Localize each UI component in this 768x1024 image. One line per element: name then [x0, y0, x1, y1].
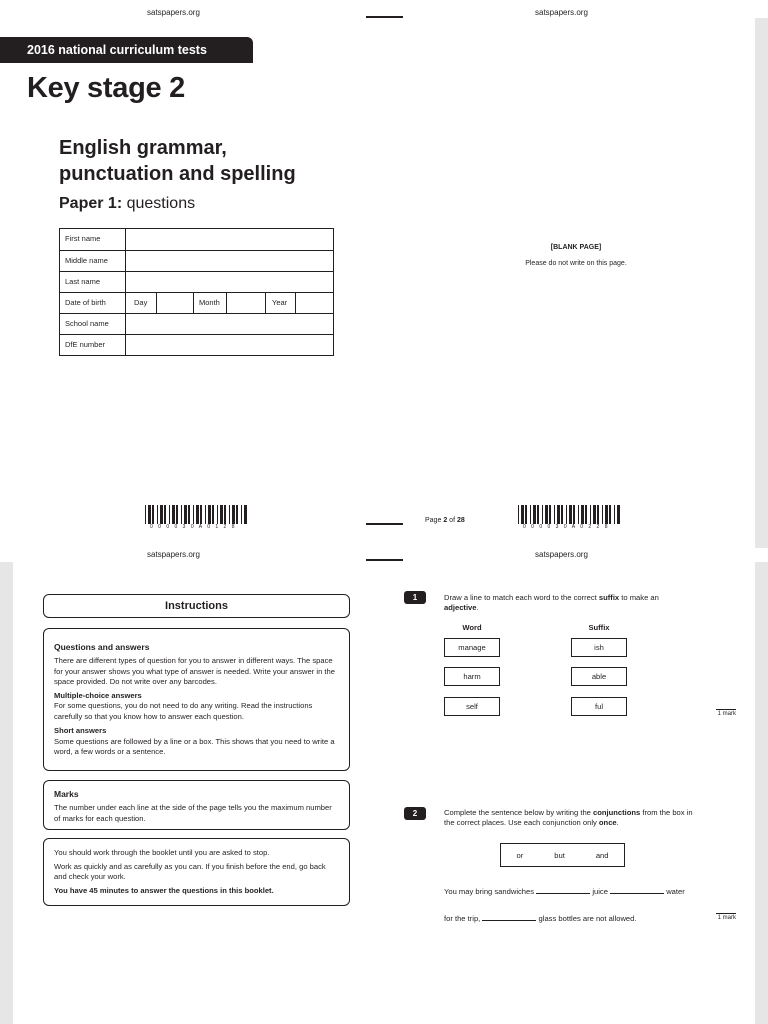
site-label-cover: satspapers.org	[147, 8, 200, 17]
conjunction-but: but	[554, 850, 565, 860]
instructions-header-box	[43, 594, 350, 618]
date-of-birth-row	[60, 292, 333, 313]
last-name-label: Last name	[65, 277, 101, 286]
pupil-details-form	[59, 228, 334, 356]
mc-text: For some questions, you do not need to do any writing. Read the instructions carefully so that you know how to answer each question.	[54, 701, 313, 721]
dfe-number-row	[60, 334, 333, 355]
sa-heading: Short answers	[54, 726, 107, 735]
barcode-blank	[518, 505, 623, 524]
marks-heading: Marks	[54, 789, 79, 799]
site-label-instructions: satspapers.org	[147, 550, 200, 559]
questions-answers-box	[43, 628, 350, 771]
q2-text-once: once	[598, 818, 617, 827]
page-prefix: Page	[425, 517, 442, 524]
page-total: 28	[456, 517, 465, 524]
work-text-1: You should work through the booklet until you are asked to stop.	[54, 848, 270, 857]
word-box-3[interactable]: self	[444, 697, 500, 716]
page-edge-right-bottom	[755, 562, 768, 1024]
sentence-line-2	[444, 913, 636, 923]
conjunction-and: and	[595, 850, 609, 860]
key-stage-title: Key stage 2	[27, 72, 185, 104]
instructions-title: Instructions	[165, 600, 228, 612]
q1-text-suffix: suffix	[598, 593, 620, 602]
work-instructions-box	[43, 838, 350, 906]
page-of: of	[449, 517, 456, 524]
question-2-text	[444, 808, 699, 828]
qa-heading: Questions and answers	[54, 642, 150, 652]
suffix-box-2[interactable]: able	[571, 667, 627, 686]
marks-text: The number under each line at the side of the page tells you the maximum number of marks for each question.	[54, 803, 332, 823]
month-divider-1	[226, 293, 227, 313]
question-1-number: 1	[404, 591, 426, 604]
banner-text: 2016 national curriculum tests	[27, 43, 207, 57]
sentence-line-1	[444, 886, 685, 896]
first-name-label: First name	[65, 234, 101, 243]
answer-gap-2[interactable]	[610, 886, 664, 894]
work-text-2: Work as quickly and as carefully as you can. If you finish before the end, go back and check your work.	[54, 861, 326, 881]
barcode-stripe	[247, 505, 248, 524]
year-label: Year	[272, 298, 288, 307]
q1-text-c: .	[476, 603, 479, 612]
question-1-text	[444, 593, 669, 613]
sentence-1b: juice	[592, 887, 608, 896]
work-text-3: You have 45 minutes to answer the questions in this booklet.	[54, 885, 274, 895]
date-of-birth-label: Date of birth	[65, 298, 106, 307]
q2-text-c: .	[616, 818, 619, 827]
subject-title	[59, 135, 296, 187]
blank-page-note: Please do not write on this page.	[525, 260, 627, 267]
sentence-2a: for the trip,	[444, 914, 481, 923]
q1-text-adjective: adjective	[444, 603, 477, 612]
page-number	[425, 517, 465, 524]
top-divider-mark	[366, 16, 403, 18]
q1-text-b: to make an	[619, 593, 659, 602]
paper-title	[59, 195, 195, 213]
sentence-1c: water	[666, 887, 685, 896]
subject-line-2: punctuation and spelling	[59, 163, 296, 185]
conjunction-or: or	[516, 850, 524, 860]
day-divider-1	[156, 293, 157, 313]
q1-mark: 1 mark	[717, 711, 736, 717]
word-box-1[interactable]: manage	[444, 638, 500, 657]
suffix-box-1[interactable]: ish	[571, 638, 627, 657]
qa-text: There are different types of question for you to answer in different ways. The space for your answer shows you what type of answer is needed. Write your answer in the space provided. Do not write over any barcodes.	[54, 656, 335, 686]
question-2-number: 2	[404, 807, 426, 820]
last-name-row	[60, 271, 333, 292]
answer-gap-1[interactable]	[536, 886, 590, 894]
page-edge-right-top	[755, 18, 768, 548]
page-edge-left-bottom	[0, 562, 13, 1024]
barcode-cover-number: 0 0 0 0 3 0 A 0 1 2 8	[150, 524, 237, 530]
q1-text-a: Draw a line to match each word to the correct	[444, 593, 599, 602]
blank-page-title: [BLANK PAGE]	[550, 244, 602, 251]
month-label: Month	[199, 298, 220, 307]
first-name-row	[60, 229, 333, 250]
marks-box	[43, 780, 350, 830]
middle-name-label: Middle name	[65, 256, 108, 265]
barcode-cover	[145, 505, 250, 524]
suffix-column-heading: Suffix	[588, 623, 610, 632]
sa-text: Some questions are followed by a line or a box. This shows that you need to write a word, a few words or a sentence.	[54, 736, 335, 756]
school-name-label: School name	[65, 319, 109, 328]
day-label: Day	[134, 298, 148, 307]
barcode-blank-number: 0 0 0 0 3 0 A 0 2 2 8	[523, 524, 610, 530]
page-divider-mark	[366, 523, 403, 525]
word-box-2[interactable]: harm	[444, 667, 500, 686]
dfe-number-label: DfE number	[65, 340, 106, 349]
q2-text-a: Complete the sentence below by writing the	[444, 808, 594, 817]
answer-gap-3[interactable]	[482, 913, 536, 921]
suffix-box-3[interactable]: ful	[571, 697, 627, 716]
sentence-1a: You may bring sandwiches	[444, 887, 535, 896]
bottom-divider-mark	[366, 559, 403, 561]
subject-line-1: English grammar,	[59, 137, 227, 159]
paper-label: Paper 1:	[59, 195, 123, 212]
word-column-heading: Word	[462, 623, 482, 632]
banner	[0, 37, 253, 63]
page-current: 2	[443, 517, 448, 524]
q2-text-b: from the box in the correct places. Use each conjunction only	[444, 808, 693, 827]
sentence-2b: glass bottles are not allowed.	[538, 914, 637, 923]
school-name-row	[60, 313, 333, 334]
day-divider-2	[193, 293, 194, 313]
conjunction-box	[500, 843, 625, 867]
site-label-blank: satspapers.org	[535, 8, 588, 17]
mc-heading: Multiple-choice answers	[54, 690, 142, 700]
barcode-stripe	[620, 505, 621, 524]
month-divider-2	[265, 293, 266, 313]
site-label-questions: satspapers.org	[535, 550, 588, 559]
paper-suffix: questions	[126, 195, 196, 212]
q2-text-conjunctions: conjunctions	[593, 808, 641, 817]
q2-mark: 1 mark	[717, 915, 736, 921]
middle-name-row	[60, 250, 333, 271]
year-divider	[295, 293, 296, 313]
